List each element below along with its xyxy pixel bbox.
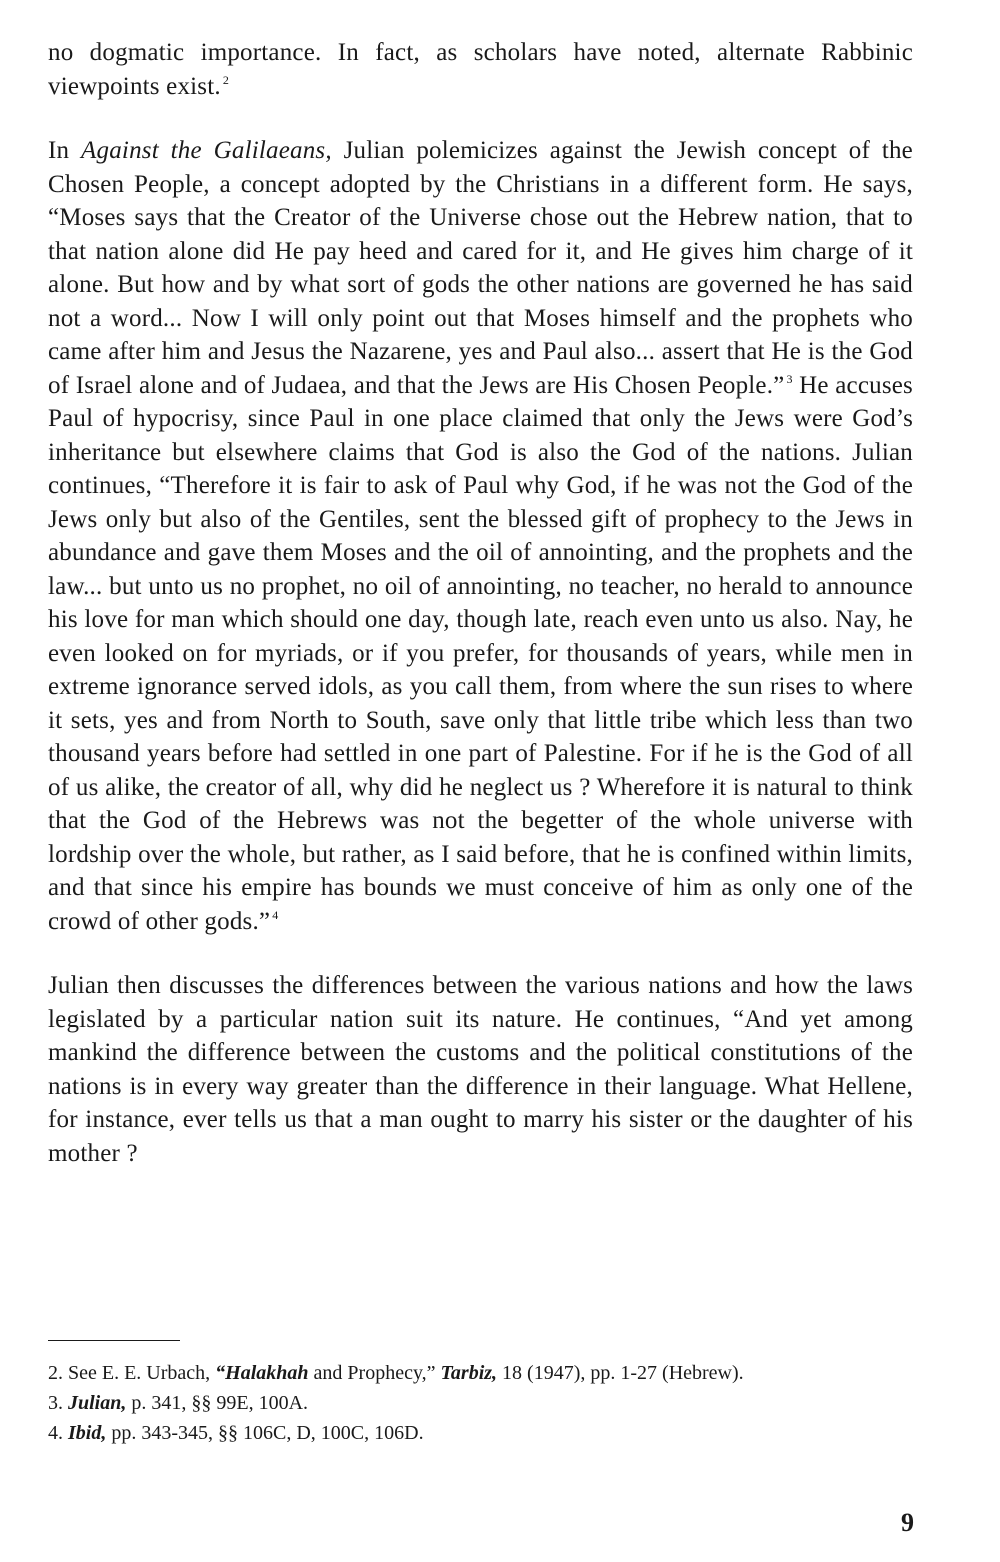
paragraph-1 <box>48 36 913 103</box>
work-title: Against the Galilaeans, <box>81 137 332 164</box>
paragraph-2-text-continued: He accuses Paul of hypocrisy, since Paul in one place claimed that only the Jews were God’s inheritance but elsewhere claims that God is also the God of the nations. Julian continues, “Therefore it is fair to ask of Paul why God, if he was not the God of the Jews only but also of the Gentiles, sent the blessed gift of prophecy to the Jews in abundance and gave them Moses and the oil of annointing, and the prophets and the law... but unto us no prophet, no oil of annointing, no teacher, no herald to announce his love for man which should one day, though late, reach even unto us also. Nay, he even looked on for myriads, or if you prefer, for thousands of years, while men in extreme ignorance served idols, as you call them, from where the sun rises to where it sets, yes and from North to South, save only that little tribe which less than two thousand years before had settled in one part of Palestine. For if he is the God of all of us alike, the creator of all, why did he neglect us ? Wherefore it is natural to think that the God of the Hebrews was not the begetter of the whole universe with lordship over the whole, but rather, as I said before, that he is confined within limits, and that since his empire has bounds we must conceive of him as only one of the crowd of other gods.” <box>48 371 913 935</box>
footnote-ref-2: 2 <box>222 73 230 88</box>
footnote-text: 18 (1947), pp. 1-27 (Hebrew). <box>497 1362 744 1384</box>
footnote-text: See E. E. Urbach, <box>63 1362 216 1384</box>
page-number: 9 <box>901 1508 914 1537</box>
footnote-ref-4: 4 <box>272 908 279 923</box>
footnote-2 <box>48 1360 913 1387</box>
footnote-ref-3: 3 <box>786 372 793 387</box>
paragraph-3-text: Julian then discusses the differences between the various nations and how the laws legislated by a particular nation suit its nature. He continues, “And yet among mankind the difference between the customs and the political constitutions of the nations is in every way greater than the difference in their language. What Hellene, for instance, ever tells us that a man ought to marry his sister or the daughter of his mother ? <box>48 972 913 1167</box>
footnote-number: 4. <box>48 1422 63 1444</box>
footnote-number: 2. <box>48 1362 63 1384</box>
footnote-journal: Tarbiz, <box>440 1362 498 1384</box>
footnote-text: p. 341, §§ 99E, 100A. <box>126 1392 309 1414</box>
main-text <box>48 36 913 1170</box>
paragraph-2-text: Julian polemicizes against the Jewish concept of the Chosen People, a concept adopted by the Christians in a different form. He says, “Moses says that the Creator of the Universe chose out the Hebrew nation, that to that nation alone did He pay heed and cared for it, and He gives him charge of it alone. But how and by what sort of gods the other nations are governed he has said not a word... Now I will only point out that Moses himself and the prophets who came after him and Jesus the Nazarene, yes and Paul also... assert that He is the God of Israel alone and of Judaea, and that the Jews are His Chosen People.” <box>48 137 913 399</box>
footnote-divider <box>48 1340 180 1341</box>
footnote-3 <box>48 1390 913 1417</box>
paragraph-2-lead: In <box>48 137 82 164</box>
footnote-text: pp. 343-345, §§ 106C, D, 100C, 106D. <box>106 1422 424 1444</box>
paragraph-2 <box>48 134 913 938</box>
footnote-number: 3. <box>48 1392 63 1414</box>
footnotes <box>48 1360 913 1450</box>
footnote-text: and Prophecy,” <box>308 1362 441 1384</box>
footnote-article-title: “Halakhah <box>215 1362 309 1384</box>
footnote-source-title: Julian, <box>68 1392 127 1414</box>
footnote-source-title: Ibid, <box>68 1422 107 1444</box>
paragraph-1-text: no dogmatic importance. In fact, as scholars have noted, alternate Rabbinic viewpoints exist. <box>48 39 913 100</box>
paragraph-3 <box>48 969 913 1170</box>
footnote-4 <box>48 1420 913 1447</box>
